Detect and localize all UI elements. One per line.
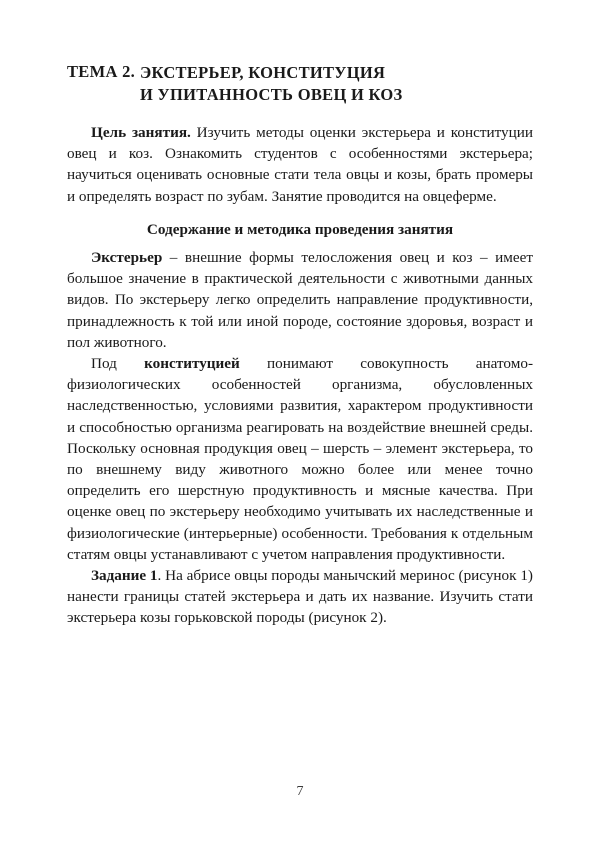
- page-content: [67, 62, 533, 629]
- paragraph-exterior: [67, 247, 533, 353]
- purpose-lead-in: Цель занятия.: [91, 124, 191, 141]
- topic-title-line-1: ЭКСТЕРЬЕР, КОНСТИТУЦИЯ: [140, 63, 386, 82]
- constitution-text: понимают совокупность анатомо-физиологических особенностей организма, обусловленных наследственностью, условиями развития, характером продуктивности и способностью организма реагировать на воздействие внешней среды. Поскольку основная продукция овец – шерсть – элемент экстерьера, то по внешнему виду животного можно более или менее точно определить его шерстную продуктивность и мясные качества. При оценке овец по экстерьеру необходимо учитывать их наследственные и физиологические (интерьерные) особенности. Требования к отдельным статям овцы устанавливают с учетом направления продуктивности.: [67, 355, 533, 563]
- purpose-text: Изучить методы оценки экстерьера и конституции овец и коз. Ознакомить студентов с особенностями экстерьера; научиться оценивать основные стати тела овцы и козы, брать промеры и определять возраст по зубам. Занятие проводится на овцеферме.: [67, 124, 534, 205]
- page-title: [67, 62, 533, 106]
- exterior-text: – внешние формы телосложения овец и коз – имеет большое значение в практической деятельности с животными данных видов. По экстерьеру легко определить направление продуктивности, принадлежность к той или иной породе, состояние здоровья, возраст и пол животного.: [67, 249, 533, 351]
- topic-title-lines: [140, 62, 533, 106]
- task-1-text: . На абрисе овцы породы манычский меринос (рисунок 1) нанести границы статей экстерьера и дать их название. Изучить стати экстерьера козы горьковской породы (рисунок 2).: [67, 567, 533, 627]
- constitution-prefix: Под: [91, 355, 145, 373]
- page-number: 7: [296, 784, 304, 799]
- section-subheading: Содержание и методика проведения занятия: [146, 220, 454, 238]
- constitution-lead-in: конституцией: [144, 355, 240, 373]
- topic-number-label: ТЕМА 2.: [67, 62, 136, 81]
- task-1-lead-in: Задание 1: [91, 567, 158, 585]
- exterior-lead-in: Экстерьер: [91, 249, 163, 267]
- topic-title-line-2: И УПИТАННОСТЬ ОВЕЦ И КОЗ: [140, 85, 403, 104]
- paragraph-constitution: [67, 353, 533, 565]
- paragraph-purpose: [67, 122, 533, 207]
- paragraph-task-1: [67, 565, 533, 629]
